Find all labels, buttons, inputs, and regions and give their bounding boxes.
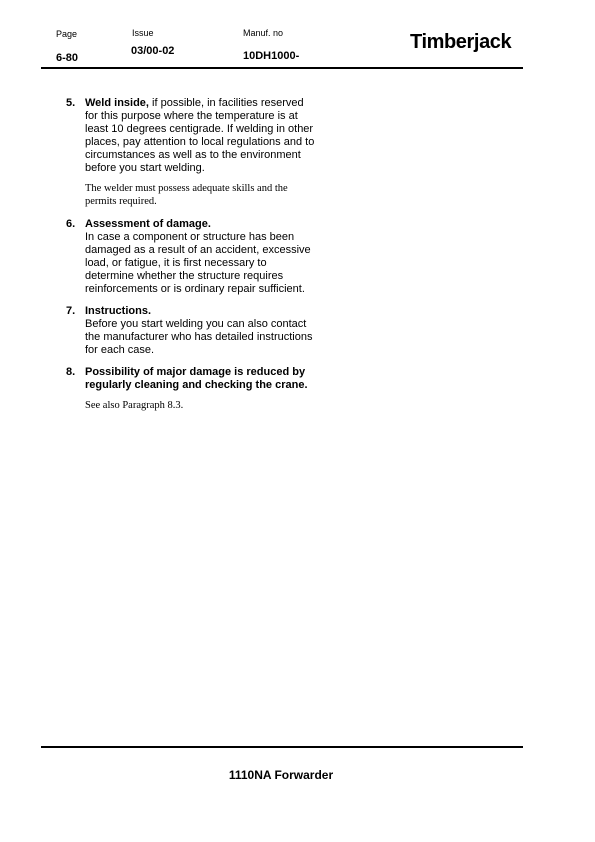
item-note: The welder must possess adequate skills and the permits required. <box>85 183 288 207</box>
item-number: 8. <box>66 366 76 378</box>
item-number: 7. <box>66 305 76 317</box>
item-heading: Instructions. <box>85 305 152 317</box>
header-rule <box>41 67 523 69</box>
item-note: See also Paragraph 8.3. <box>85 400 184 411</box>
footer-rule <box>41 746 523 748</box>
issue-label: Issue <box>132 28 154 38</box>
footer-title: 1110NA Forwarder <box>228 768 334 782</box>
list-item-6 <box>66 218 318 296</box>
issue-date: 03/00-02 <box>131 45 175 57</box>
instruction-list <box>66 97 318 422</box>
item-heading: Possibility of major damage is reduced by regularly cleaning and checking the crane. <box>85 366 308 391</box>
item-text: if possible, in facilities reserved for this purpose where the temperature is at least 10 degrees centigrade. If welding in other places, pay attention to local regulations and to circumstances as well as to the environment before you start welding. <box>85 97 315 174</box>
list-item-8 <box>66 366 318 392</box>
page-label: Page <box>56 29 78 39</box>
list-item-5 <box>66 97 318 175</box>
item-heading: Weld inside, <box>85 97 149 109</box>
manuf-no-label: Manuf. no <box>243 28 284 38</box>
item-heading: Assessment of damage. <box>85 218 211 230</box>
list-item-7 <box>66 305 318 357</box>
brand-logo: Timberjack <box>410 31 512 53</box>
item-text: In case a component or structure has been damaged as a result of an accident, excessive load, or fatigue, it is first necessary to determine whether the structure requires reinforcements or is ordinary repair sufficient. <box>85 231 311 295</box>
manuf-no-value: 10DH1000- <box>243 50 300 62</box>
item-number: 6. <box>66 218 76 230</box>
page-number: 6-80 <box>56 52 79 64</box>
item-number: 5. <box>66 97 76 109</box>
item-text: Before you start welding you can also contact the manufacturer who has detailed instructions for each case. <box>85 318 313 356</box>
